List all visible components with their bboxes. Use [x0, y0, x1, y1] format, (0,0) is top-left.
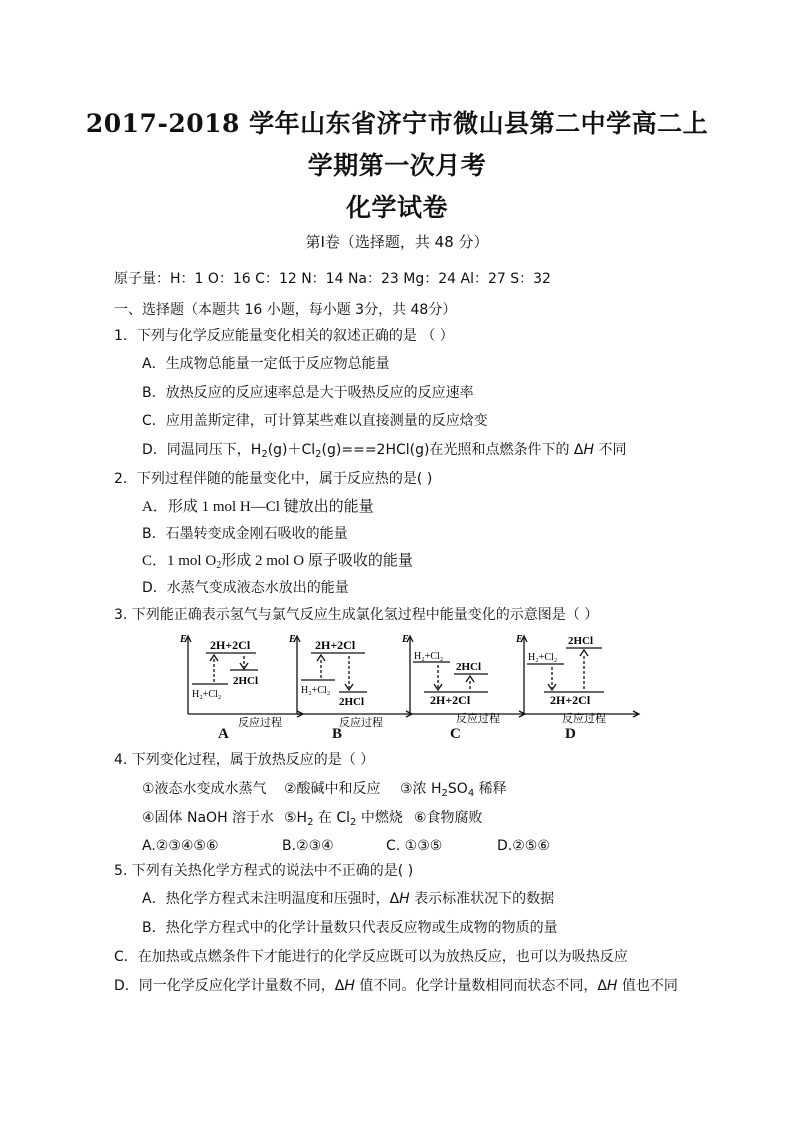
q5-stem: 5. 下列有关热化学方程式的说法中不正确的是( ) — [114, 863, 414, 879]
axis-e-label: E — [180, 634, 187, 645]
energy-diagram-b-svg — [287, 632, 417, 727]
energy-diagram-c-svg — [400, 632, 530, 727]
level-h2cl2-label: H₂+Cl₂ — [301, 685, 331, 696]
level-2h2cl-label: 2H+2Cl — [430, 693, 471, 707]
axis-e-label: E — [402, 634, 409, 645]
level-2hcl-label: 2HCl — [339, 696, 365, 708]
level-2hcl-label: 2HCl — [568, 635, 594, 647]
option-label-a: A — [218, 726, 229, 742]
q4-item-3: ③浓 $H_2SO_4$ 稀释 — [400, 781, 507, 799]
level-2hcl-label: 2HCl — [456, 661, 482, 673]
axis-x-label: 反应过程 — [456, 712, 500, 725]
q2-stem: 2．下列过程伴随的能量变化中，属于反应热的是( ) — [114, 471, 433, 487]
exam-title-line2: 学期第一次月考 — [307, 151, 487, 180]
q4-option-b: B.②③④ — [282, 838, 334, 854]
axis-e-label: E — [289, 634, 296, 645]
option-label-d: D — [565, 726, 576, 742]
atomic-mass-line: 原子量：H：1 O：16 C：12 N：14 Na：23 Mg：24 Al：27 S：32 — [114, 271, 551, 287]
q5-option-d: D．同一化学反应化学计量数不同，ΔH 值不同。化学计量数相同而状态不同，ΔH 值也不同 — [114, 978, 678, 994]
q2-option-b: B．石墨转变成金刚石吸收的能量 — [142, 526, 348, 542]
level-2h2cl-label: 2H+2Cl — [210, 638, 251, 652]
q2-option-a: A．形成 1 mol H—Cl 键放出的能量 — [142, 499, 374, 515]
exam-subject-title: 化学试卷 — [345, 193, 448, 222]
level-2h2cl-label: 2H+2Cl — [550, 693, 591, 707]
q5-option-b: B．热化学方程式中的化学计量数只代表反应物或生成物的物质的量 — [142, 920, 558, 936]
q5-option-c: C．在加热或点燃条件下才能进行的化学反应既可以为放热反应，也可以为吸热反应 — [114, 949, 628, 965]
q2-option-c: C．1 mol $O_2$形成 2 mol O 原子吸收的能量 — [142, 553, 413, 571]
q4-option-a: A.②③④⑤⑥ — [142, 838, 219, 854]
level-h2cl2-label: H₂+Cl₂ — [528, 652, 558, 663]
q1-stem: 1．下列与化学反应能量变化相关的叙述正确的是 （ ） — [114, 328, 454, 344]
level-h2cl2-label: H₂+Cl₂ — [192, 689, 222, 700]
level-2hcl-label: 2HCl — [233, 675, 259, 687]
q5-option-a: A．热化学方程式未注明温度和压强时，ΔH 表示标准状况下的数据 — [142, 891, 555, 907]
energy-diagram-d-svg — [514, 632, 644, 727]
section-title: 第Ⅰ卷（选择题，共 48 分） — [305, 233, 489, 251]
q1-option-c: C．应用盖斯定律，可计算某些难以直接测量的反应焓变 — [142, 413, 488, 429]
axis-x-label: 反应过程 — [562, 712, 606, 725]
axis-x-label: 反应过程 — [238, 716, 282, 729]
q4-item-5: $⑤H_2$ 在 $Cl_2$ 中燃烧 — [284, 810, 403, 828]
q4-item-4: ④固体 NaOH 溶于水 — [142, 810, 275, 826]
q3-stem: 3. 下列能正确表示氢气与氯气反应生成氯化氢过程中能量变化的示意图是（ ） — [114, 607, 599, 623]
energy-diagram-b — [287, 632, 417, 742]
q4-stem: 4. 下列变化过程，属于放热反应的是（ ） — [114, 752, 375, 768]
q1-option-a: A．生成物总能量一定低于反应物总能量 — [142, 356, 390, 372]
energy-diagram-d — [514, 632, 644, 742]
exam-title-line1: 2017-2018 学年山东省济宁市微山县第二中学高二上 — [85, 109, 709, 138]
q1-option-d: D．同温同压下，$H_2(g)+Cl_2(g)===2HCl(g)$在光照和点燃条件下的 ΔH 不同 — [142, 442, 627, 460]
energy-diagram-c — [400, 632, 530, 742]
option-label-b: B — [332, 726, 343, 742]
level-h2cl2-label: H₂+Cl₂ — [414, 651, 444, 662]
q4-option-d: D.②⑤⑥ — [497, 838, 550, 854]
q4-item-2: ②酸碱中和反应 — [284, 781, 381, 797]
axis-x-label: 反应过程 — [339, 716, 383, 729]
option-label-c: C — [450, 726, 461, 742]
axis-e-label: E — [516, 634, 523, 645]
q4-item-1: ①液态水变成水蒸气 — [142, 781, 267, 797]
q1-option-b: B．放热反应的反应速率总是大于吸热反应的反应速率 — [142, 385, 474, 401]
q4-item-6: ⑥食物腐败 — [414, 810, 483, 826]
level-2h2cl-label: 2H+2Cl — [315, 638, 356, 652]
part1-heading: 一、选择题（本题共 16 小题，每小题 3分，共 48分） — [114, 302, 457, 318]
q2-option-d: D．水蒸气变成液态水放出的能量 — [142, 580, 349, 596]
q4-option-c: C. ①③⑤ — [386, 838, 443, 854]
